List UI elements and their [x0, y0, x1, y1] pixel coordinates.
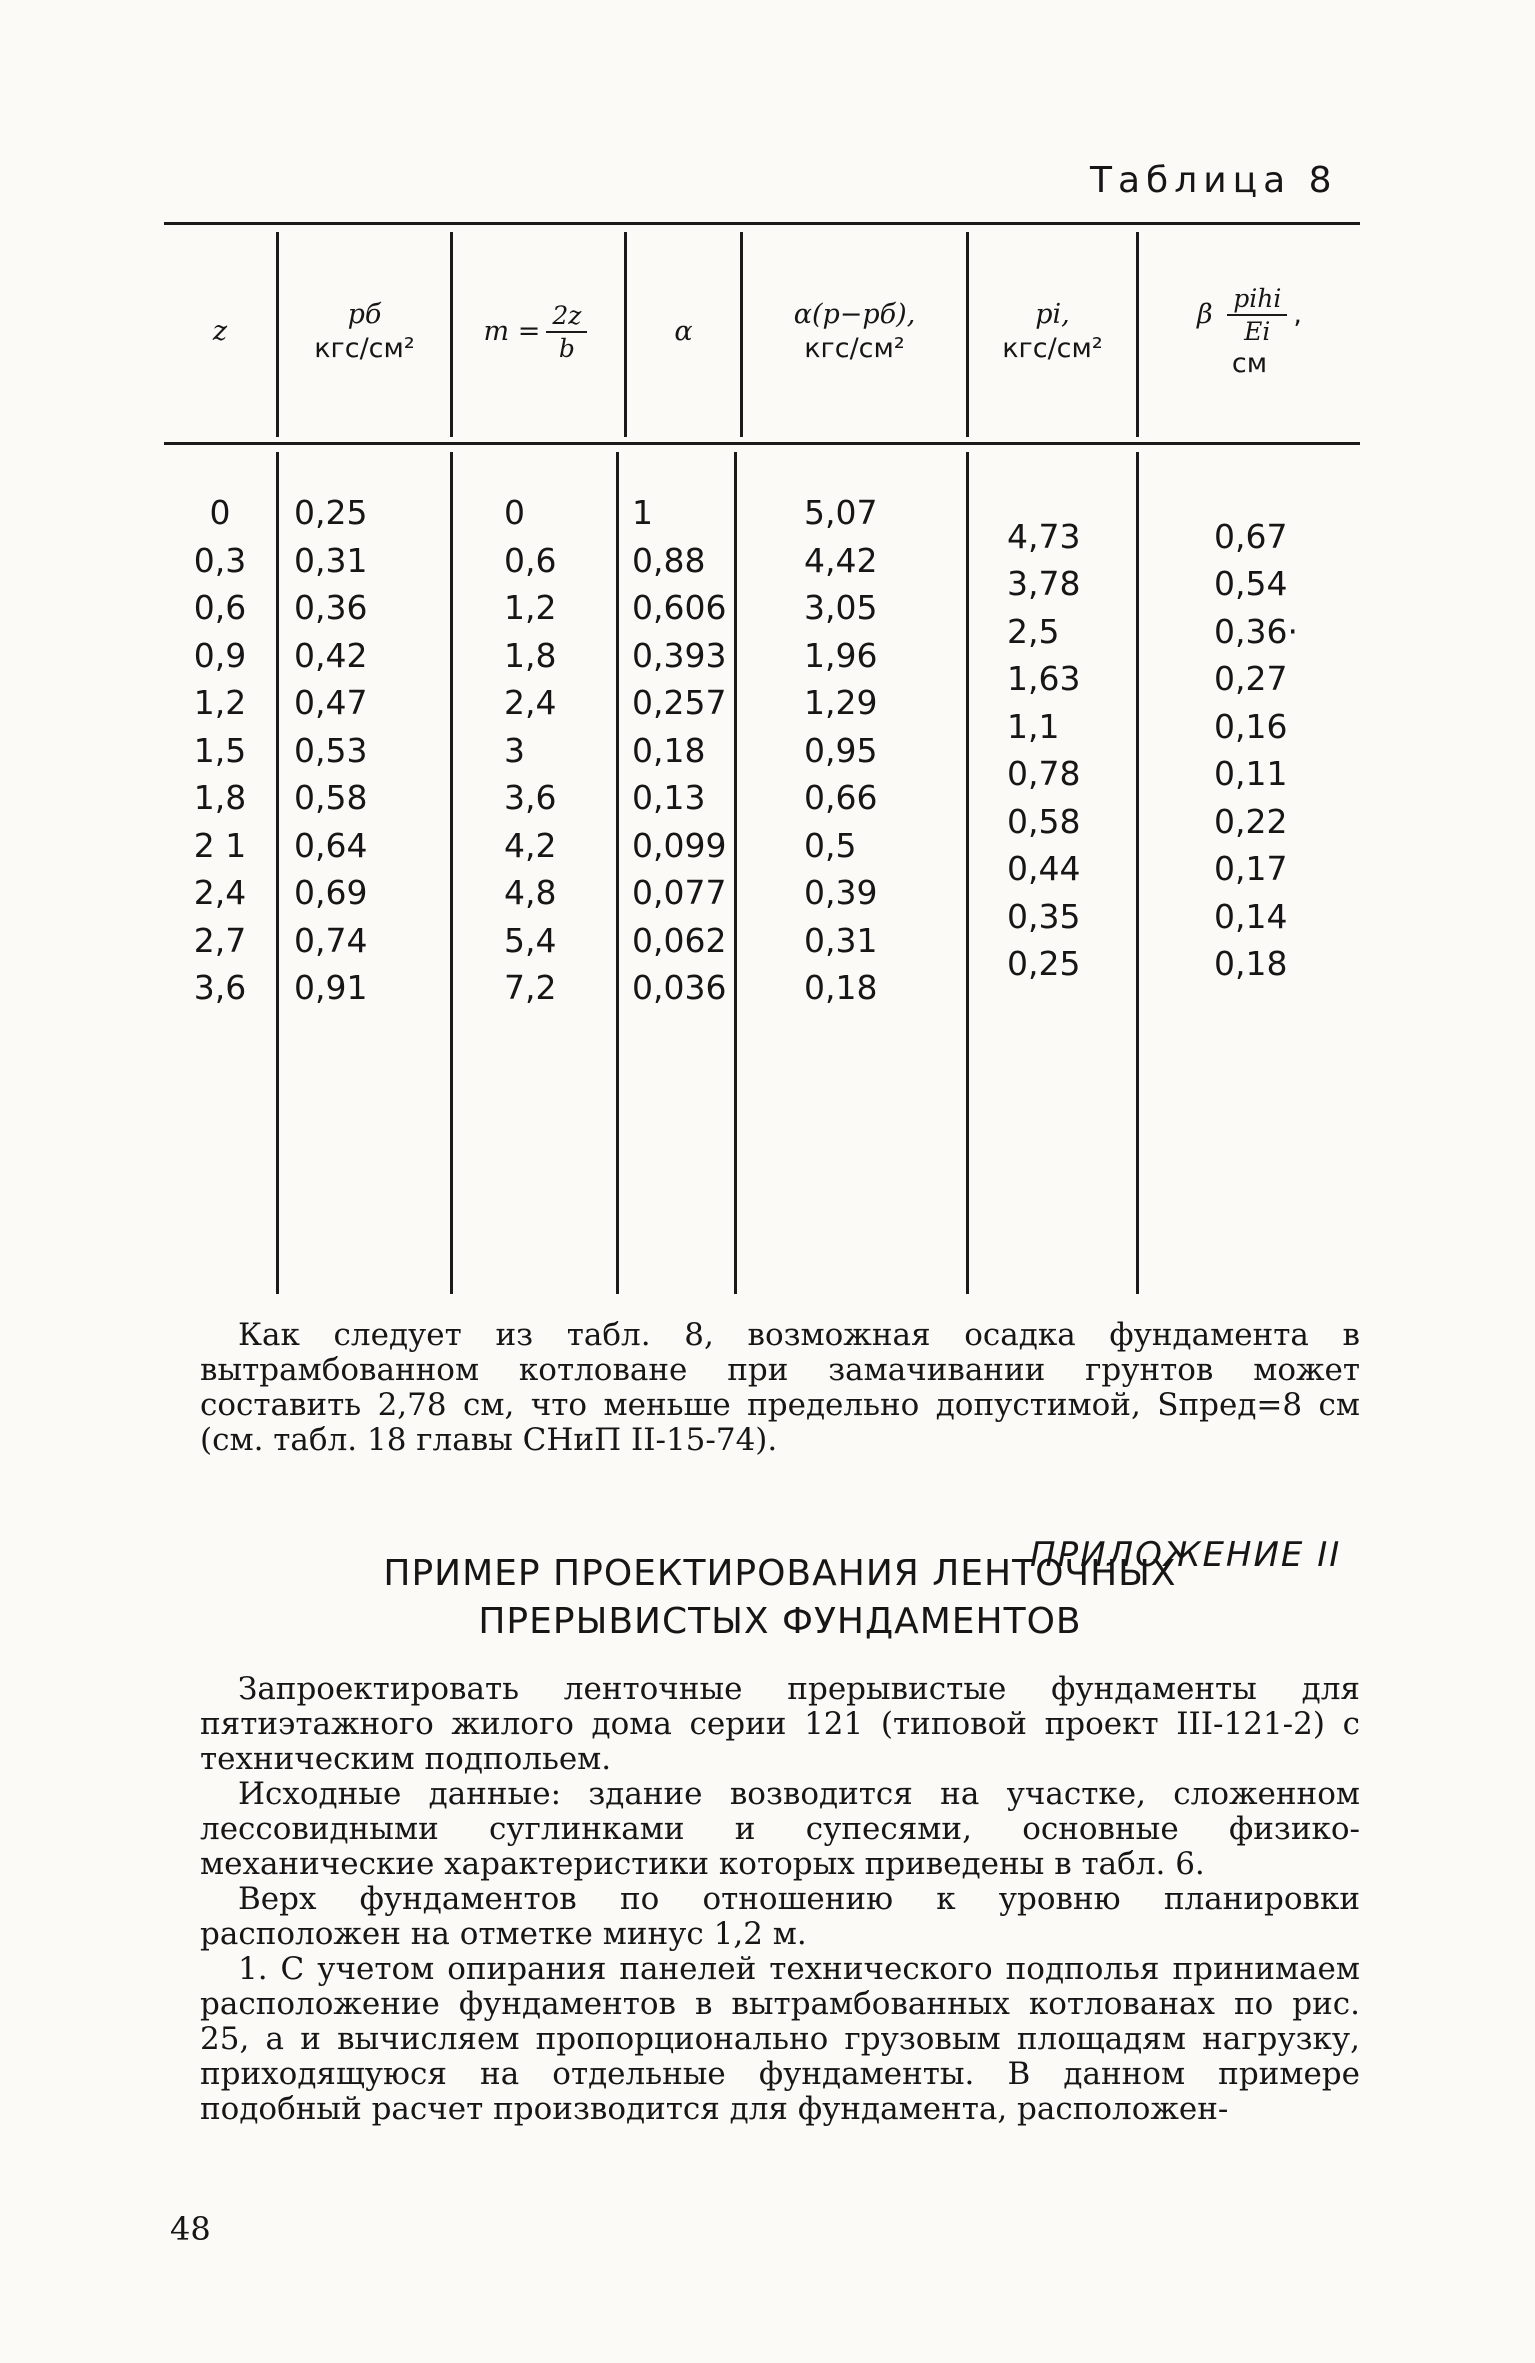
cell-m: 3	[504, 730, 525, 770]
col-divider	[616, 452, 619, 1294]
cell-pi: 0,58	[1007, 801, 1081, 841]
table-8	[164, 222, 1360, 1302]
cell-z: 2,4	[193, 873, 247, 912]
paragraph-input-data: Исходные данные: здание возводится на участке, сложенном лессовидными суглинками и супесями, основные физико-механические характеристики которых приведены в табл. 6.	[200, 1776, 1360, 1882]
cell-alpha-p: 3,05	[804, 588, 878, 627]
cell-pb: 0,58	[294, 778, 368, 817]
cell-alpha-p: 0,39	[804, 873, 878, 912]
cell-pb: 0,31	[294, 540, 368, 580]
cell-pb: 0,42	[294, 635, 368, 675]
cell-beta: 0,16	[1214, 706, 1288, 746]
cell-pb: 0,64	[294, 825, 368, 865]
cell-alpha: 0,099	[632, 825, 727, 865]
cell-pi: 2,5	[1007, 611, 1060, 651]
cell-m: 1,2	[504, 588, 557, 627]
cell-pi: 0,78	[1007, 754, 1081, 794]
cell-pb: 0,91	[294, 968, 368, 1007]
cell-m: 3,6	[504, 778, 557, 817]
cell-z: 3,6	[193, 968, 247, 1007]
cell-alpha: 0,18	[632, 730, 706, 770]
cell-alpha: 0,393	[632, 635, 727, 675]
cell-z: 1,8	[193, 778, 247, 817]
cell-beta: 0,11	[1214, 754, 1288, 794]
section-title-line-1: ПРИМЕР ПРОЕКТИРОВАНИЯ ЛЕНТОЧНЫХ	[383, 1553, 1177, 1594]
cell-alpha: 0,606	[632, 588, 727, 627]
section-title-line-2: ПРЕРЫВИСТЫХ ФУНДАМЕНТОВ	[478, 1601, 1082, 1642]
cell-z: 0,9	[193, 635, 247, 675]
cell-z: 0,3	[193, 540, 247, 580]
cell-beta: 0,27	[1214, 659, 1288, 699]
col-divider	[450, 452, 453, 1294]
cell-alpha-p: 4,42	[804, 540, 878, 580]
cell-alpha: 1	[632, 493, 653, 532]
cell-pb: 0,25	[294, 493, 368, 532]
cell-alpha-p: 0,18	[804, 968, 878, 1007]
paragraph-step-1: 1. С учетом опирания панелей технического подполья принимаем расположение фундаментов в вытрамбованных котлованах по рис. 25, а и вычисляем пропорционально грузовым площадям нагрузку, приходящуюся на отдельные фундаменты. В данном примере подобный расчет производится для фундамента, расположен-	[200, 1951, 1360, 2127]
cell-pi: 3,78	[1007, 564, 1081, 604]
cell-m: 2,4	[504, 683, 557, 722]
cell-pb: 0,47	[294, 683, 368, 722]
cell-beta: 0,54	[1214, 564, 1288, 604]
cell-z: 1,5	[193, 730, 247, 770]
cell-beta: 0,22	[1214, 801, 1288, 841]
cell-pi: 0,25	[1007, 944, 1081, 984]
cell-alpha: 0,062	[632, 920, 727, 960]
cell-alpha-p: 0,31	[804, 920, 878, 960]
cell-beta: 0,67	[1214, 516, 1288, 556]
cell-z: 0,6	[193, 588, 247, 627]
cell-beta: 0,36·	[1214, 611, 1298, 651]
header-z: z	[212, 316, 228, 348]
col-divider	[966, 452, 969, 1294]
header-alpha-p: α(p−pб), кгс/см²	[793, 299, 916, 364]
cell-pb: 0,53	[294, 730, 368, 770]
cell-alpha: 0,88	[632, 540, 706, 580]
cell-m: 0	[504, 493, 525, 532]
col-divider	[1136, 452, 1139, 1294]
header-alpha: α	[674, 316, 693, 348]
cell-pi: 1,1	[1007, 706, 1060, 746]
page-number: 48	[170, 2210, 211, 2248]
section-title	[200, 1550, 1360, 1646]
cell-alpha: 0,257	[632, 683, 727, 722]
cell-beta: 0,18	[1214, 944, 1288, 984]
cell-pi: 4,73	[1007, 516, 1081, 556]
cell-pb: 0,69	[294, 873, 368, 912]
cell-pb: 0,74	[294, 920, 368, 960]
cell-m: 1,8	[504, 635, 557, 675]
cell-m: 4,2	[504, 825, 557, 865]
cell-beta: 0,17	[1214, 849, 1288, 889]
appendix-label: ПРИЛОЖЕНИЕ II	[1030, 1535, 1342, 1575]
header-pi: pi, кгс/см²	[1002, 299, 1103, 364]
cell-alpha: 0,077	[632, 873, 727, 912]
cell-alpha-p: 0,95	[804, 730, 878, 770]
paragraph-foundation-top: Верх фундаментов по отношению к уровню планировки расположен на отметке минус 1,2 м.	[200, 1881, 1360, 1952]
m-fraction: $\frac{2z}{b}$	[546, 300, 587, 365]
cell-alpha-p: 5,07	[804, 493, 878, 532]
cell-pi: 0,44	[1007, 849, 1081, 889]
cell-pb: 0,36	[294, 588, 368, 627]
header-m: m = $\frac{2z}{b}$	[453, 222, 624, 442]
cell-m: 4,8	[504, 873, 557, 912]
beta-fraction: $\frac{\text{pihi}}{Ei}$	[1227, 283, 1287, 348]
cell-alpha: 0,036	[632, 968, 727, 1007]
cell-m: 7,2	[504, 968, 557, 1007]
cell-alpha-p: 0,66	[804, 778, 878, 817]
cell-alpha-p: 1,29	[804, 683, 878, 722]
paragraph-task: Запроектировать ленточные прерывистые фундаменты для пятиэтажного жилого дома серии 121 (типовой проект III-121-2) с техническим подпольем.	[200, 1671, 1360, 1777]
conclusion-paragraph: Как следует из табл. 8, возможная осадка фундамента в вытрамбованном котловане при замачивании грунтов может составить 2,78 см, что меньше предельно допустимой, Sпред=8 см (см. табл. 18 главы СНиП II-15-74).	[200, 1317, 1360, 1458]
cell-z: 0	[209, 493, 231, 532]
cell-z: 1,2	[193, 683, 247, 722]
cell-m: 5,4	[504, 920, 557, 960]
cell-alpha-p: 0,5	[804, 825, 857, 865]
cell-pi: 0,35	[1007, 896, 1081, 936]
cell-z: 2,7	[193, 920, 247, 960]
cell-alpha: 0,13	[632, 778, 706, 817]
cell-z: 2 1	[193, 825, 247, 865]
cell-beta: 0,14	[1214, 896, 1288, 936]
header-pb: pб кгс/см²	[314, 299, 415, 364]
cell-alpha-p: 1,96	[804, 635, 878, 675]
col-divider	[276, 452, 279, 1294]
table-header-rule	[164, 442, 1360, 445]
table-caption: Таблица 8	[1090, 160, 1338, 201]
cell-pi: 1,63	[1007, 659, 1081, 699]
header-beta: β $\frac{\text{pihi}}{Ei}$ , см	[1197, 283, 1302, 380]
cell-m: 0,6	[504, 540, 557, 580]
